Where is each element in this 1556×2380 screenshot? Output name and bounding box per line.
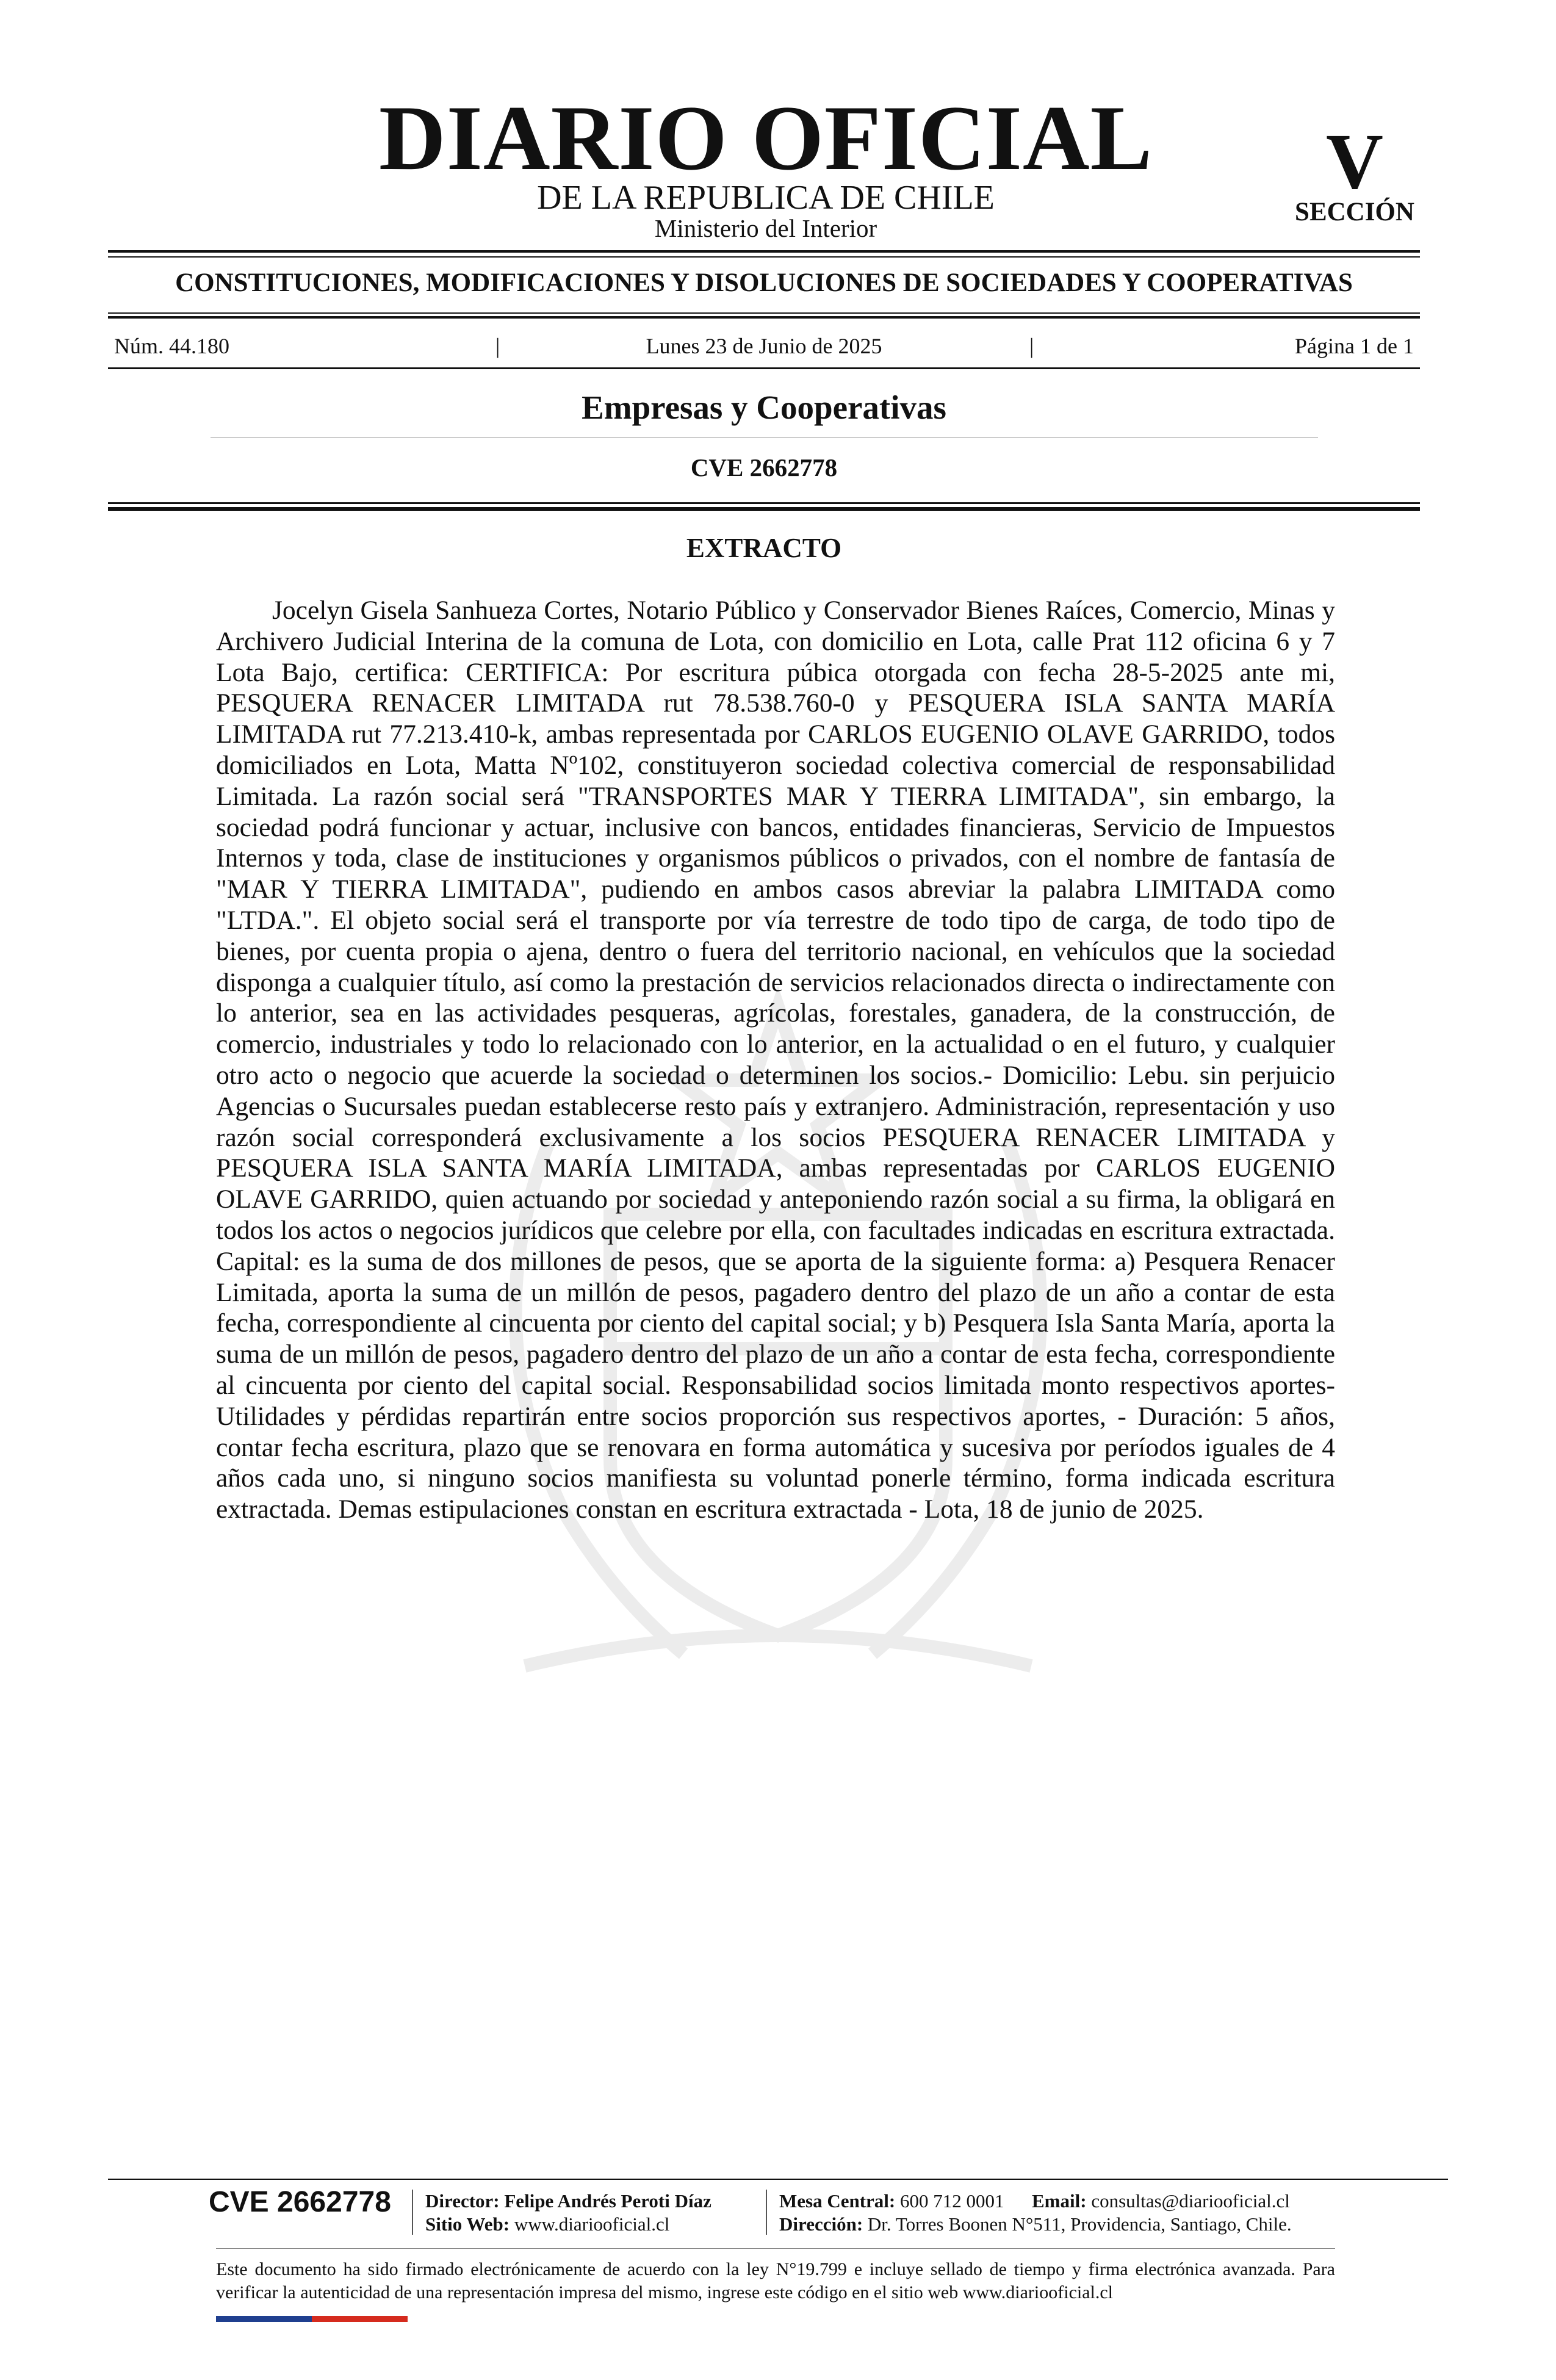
address-value: Dr. Torres Boonen N°511, Providencia, Santiago, Chile. [867,2213,1292,2235]
separator: | [495,334,500,358]
footer-separator [412,2190,413,2235]
website-label: Sitio Web: [425,2213,510,2235]
footer-website [425,2213,669,2236]
signature-notice: Este documento ha sido firmado electrónicamente de acuerdo con la ley N°19.799 e incluye sellado de tiempo y firma electrónica avanzada. Para verificar la autenticidad de una representación impresa del mismo, ingrese este código en el sitio web www.diariooficial.cl [216,2259,1335,2302]
footer-director [425,2190,711,2213]
section-label: SECCIÓN [1295,198,1414,226]
extract-body: Jocelyn Gisela Sanhueza Cortes, Notario Público y Conservador Bienes Raíces, Comercio, Minas y Archivero Judicial Interina de la comuna de Lota, con domicilio en Lota, calle Prat 112 oficina 6 y 7 Lota Bajo, certifica: CERTIFICA: Por escritura púbica otorgada con fecha 28-5-2025 ante mi, PESQUERA RENACER LIMITADA rut 78.538.760-0 y PESQUERA ISLA SANTA MARÍA LIMITADA rut 77.213.410-k, ambas representada por CARLOS EUGENIO OLAVE GARRIDO, todos domiciliados en Lota, Matta Nº102, constituyeron sociedad colectiva comercial de responsabilidad Limitada. La razón social será "TRANSPORTES MAR Y TIERRA LIMITADA", sin embargo, la sociedad podrá funcionar y actuar, inclusive con bancos, entidades financieras, Servicio de Impuestos Internos y toda, clase de instituciones y organismos públicos o privados, con el nombre de fantasía de "MAR Y TIERRA LIMITADA", pudiendo en ambos casos abreviar la palabra LIMITADA como "LTDA.". El objeto social será el transporte por vía terrestre de todo tipo de carga, de todo tipo de bienes, por cuenta propia o ajena, dentro o fuera del territorio nacional, en vehículos que la sociedad disponga a cualquier título, así como la prestación de servicios relacionados directa o indirectamente con lo anterior, sea en las actividades pesqueras, agrícolas, forestales, ganadera, de la construcción, de comercio, industriales y todo lo relacionado con lo anterior, en la actualidad o en el futuro, y cualquier otro acto o negocio que acuerde la sociedad o determinen los socios.- Domicilio: Lebu. sin perjuicio Agencias o Sucursales puedan establecerse resto país y extranjero. Administración, representación y uso razón social corresponderá exclusivamente a los socios PESQUERA RENACER LIMITADA y PESQUERA ISLA SANTA MARÍA LIMITADA, ambas representadas por CARLOS EUGENIO OLAVE GARRIDO, quien actuando por sociedad y anteponiendo razón social a su firma, la obligará en todos los actos o negocios jurídicos que celebre por ella, con facultades indicadas en escritura extractada. Capital: es la suma de dos millones de pesos, que se aporta de la siguiente forma: a) Pesquera Renacer Limitada, aporta la suma de un millón de pesos, pagadero dentro del plazo de un año a contar de esta fecha, correspondiente al cincuenta por ciento del capital social; y b) Pesquera Isla Santa María, aporta la suma de un millón de pesos, pagadero dentro del plazo de un año a contar de esta fecha, correspondiente al cincuenta por ciento del capital social. Responsabilidad socios limitada monto respectivos aportes- Utilidades y pérdidas repartirán entre socios proporción sus respectivos aportes, - Duración: 5 años, contar fecha escritura, plazo que se renovara en forma automática y sucesiva por períodos iguales de 4 años cada uno, si ninguno socios manifiesta su voluntad ponerle término, forma indicada escritura extractada. Demas estipulaciones constan en escritura extractada - Lota, 18 de junio de 2025. [216,596,1335,1524]
director-name: Felipe Andrés Peroti Díaz [504,2190,711,2212]
divider [211,437,1318,438]
divider [108,507,1420,511]
phone-number: 600 712 0001 [900,2190,1004,2212]
masthead-ministry: Ministerio del Interior [654,214,877,242]
footer-separator [766,2190,767,2235]
issue-date: Lunes 23 de Junio de 2025 [646,334,882,358]
divider [108,256,1420,258]
flag-bar-red [312,2316,408,2322]
masthead-subtitle: DE LA REPUBLICA DE CHILE [537,179,995,217]
extract-title: EXTRACTO [686,533,842,563]
footer-contact [779,2190,1290,2213]
masthead-title: DIARIO OFICIAL [378,87,1153,189]
cve-code: CVE 2662778 [690,453,838,481]
issue-info-row [108,333,1420,359]
footer-divider [216,2248,1335,2249]
flag-color-bar [216,2316,408,2322]
email-link[interactable]: consultas@diariooficial.cl [1091,2190,1290,2212]
phone-label: Mesa Central: [779,2190,896,2212]
footer-divider [108,2179,1448,2180]
divider [108,250,1420,253]
divider [108,312,1420,314]
director-label: Director: [425,2190,500,2212]
section-letter: V [1326,118,1383,206]
flag-bar-blue [216,2316,312,2322]
email-label: Email: [1032,2190,1087,2212]
category-title: CONSTITUCIONES, MODIFICACIONES Y DISOLUCIONES DE SOCIEDADES Y COOPERATIVAS [175,269,1353,297]
footer-cve-code: CVE 2662778 [209,2186,391,2218]
page-indicator: Página 1 de 1 [1295,334,1414,358]
address-label: Dirección: [779,2213,863,2235]
website-link[interactable]: www.diariooficial.cl [514,2213,670,2235]
issue-number: Núm. 44.180 [114,334,229,358]
divider [108,502,1420,504]
section-heading: Empresas y Cooperativas [582,389,946,426]
separator: | [1029,334,1034,358]
divider [108,367,1420,369]
divider [108,316,1420,319]
footer-address [779,2213,1292,2236]
